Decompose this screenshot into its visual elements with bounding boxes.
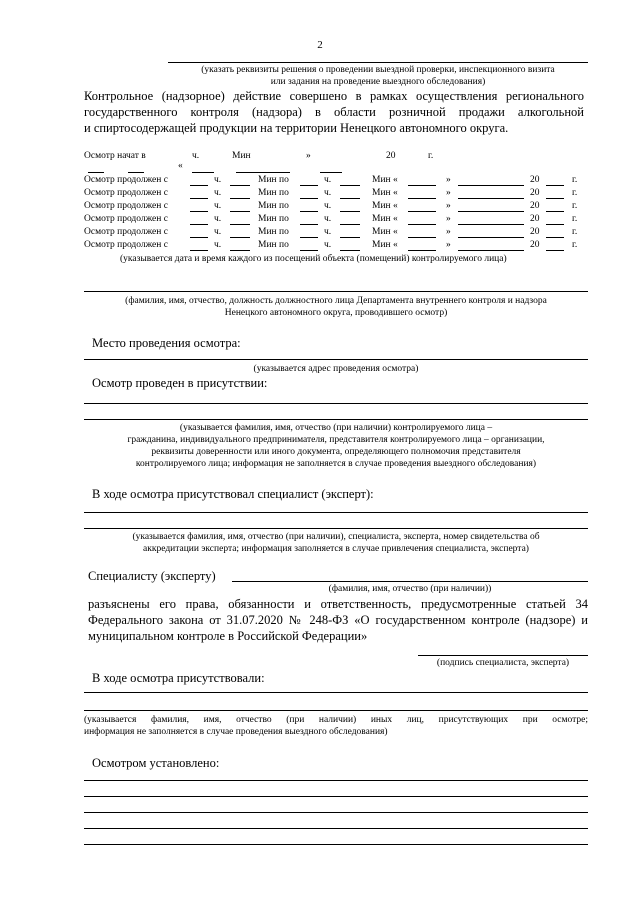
expert-field-line-2[interactable] [84,528,588,529]
year-prefix: 20 [530,175,540,185]
inspection-continued-row [84,226,584,239]
from-hours-unit: ч. [214,214,222,224]
year-unit: г. [572,214,578,224]
expert-caption-1: (указывается фамилия, имя, отчество (при наличии), специалиста, эксперта, номер свидетельства об [132,532,540,542]
decision-caption-2: или задания на проведение выездного обследования) [270,77,486,87]
expert-field-line-1[interactable] [84,512,588,513]
year-unit: г. [572,240,578,250]
start-year-unit: г. [428,151,434,161]
presence-label: Осмотр проведен в присутствии: [92,376,268,390]
to-hours-unit: ч. [324,175,332,185]
expert-label: В ходе осмотра присутствовал специалист (эксперт): [92,487,374,501]
to-hours-unit: ч. [324,214,332,224]
year-prefix: 20 [530,214,540,224]
others-field-line-2[interactable] [84,710,588,711]
to-label: Мин по [258,175,289,185]
continued-label: Осмотр продолжен с [84,188,168,198]
presence-field-line-1[interactable] [84,403,588,404]
to-label: Мин по [258,201,289,211]
year-unit: г. [572,188,578,198]
start-minutes-unit: Мин [232,151,251,161]
year-unit: г. [572,175,578,185]
month-field[interactable] [458,185,524,186]
day-field[interactable] [408,211,436,212]
decision-field-line[interactable] [168,62,588,63]
to-hours-field[interactable] [300,198,318,199]
specialist-text-3: муниципальном контроле в Российской Федерации» [88,629,368,643]
to-hours-unit: ч. [324,227,332,237]
to-hours-field[interactable] [300,185,318,186]
to-label: Мин по [258,188,289,198]
to-label: Мин по [258,240,289,250]
specialist-name-field[interactable] [232,581,588,582]
official-caption-1: (фамилия, имя, отчество, должность должностного лица Департамента внутреннего контроля и надзора [125,296,547,306]
year-field[interactable] [546,185,564,186]
year-unit: г. [572,201,578,211]
specialist-name-caption: (фамилия, имя, отчество (при наличии)) [328,584,492,594]
month-field[interactable] [458,224,524,225]
date-open-label: Мин « [372,214,398,224]
to-minutes-field[interactable] [340,185,360,186]
year-unit: г. [572,227,578,237]
from-hours-field[interactable] [190,211,208,212]
to-minutes-field[interactable] [340,211,360,212]
presence-caption-1: (указывается фамилия, имя, отчество (при наличии) контролируемого лица – [179,423,493,433]
inspection-continued-row [84,187,584,200]
findings-field-line-5[interactable] [84,844,588,845]
day-field[interactable] [408,198,436,199]
from-hours-field[interactable] [190,250,208,251]
specialist-text-1: разъяснены его права, обязанности и ответственность, предусмотренные статьей 34 [88,597,588,611]
start-label: Осмотр начат в [84,151,146,161]
to-hours-unit: ч. [324,240,332,250]
presence-caption-3: реквизиты доверенности или иного документа, определяющего полномочия представителя [151,447,521,457]
intro-line-2: государственного контроля (надзора) в области розничной продажи алкогольной [84,105,584,119]
findings-field-line-2[interactable] [84,796,588,797]
page-number: 2 [317,39,323,51]
date-quote-close: » [446,201,451,211]
official-field-line[interactable] [84,291,588,292]
year-field[interactable] [546,250,564,251]
to-hours-field[interactable] [300,250,318,251]
to-hours-field[interactable] [300,224,318,225]
year-prefix: 20 [530,201,540,211]
specialist-text-2: Федерального закона от 31.07.2020 № 248-ФЗ «О государственном контроле (надзоре) и [88,613,588,627]
from-hours-unit: ч. [214,227,222,237]
continued-label: Осмотр продолжен с [84,201,168,211]
day-field[interactable] [408,250,436,251]
continued-label: Осмотр продолжен с [84,175,168,185]
day-field[interactable] [408,224,436,225]
from-hours-field[interactable] [190,237,208,238]
intro-line-3: и спиртосодержащей продукции на территории Ненецкого автономного округа. [84,121,509,135]
date-quote-close: » [446,227,451,237]
start-month-field[interactable] [236,172,290,173]
inspection-continued-row [84,174,584,187]
continued-label: Осмотр продолжен с [84,240,168,250]
from-hours-unit: ч. [214,201,222,211]
date-quote-close: » [446,175,451,185]
specialist-signature-caption: (подпись специалиста, эксперта) [436,658,570,668]
findings-field-line-3[interactable] [84,812,588,813]
place-field-line[interactable] [84,359,588,360]
date-quote-close: » [446,240,451,250]
year-prefix: 20 [530,240,540,250]
from-hours-unit: ч. [214,188,222,198]
start-quote-open: « [178,161,183,171]
to-hours-field[interactable] [300,211,318,212]
month-field[interactable] [458,237,524,238]
intro-line-1: Контрольное (надзорное) действие совершено в рамках осуществления регионального [84,89,584,103]
findings-field-line-1[interactable] [84,780,588,781]
year-field[interactable] [546,224,564,225]
specialist-signature-field[interactable] [418,655,588,656]
to-minutes-field[interactable] [340,250,360,251]
date-quote-close: » [446,214,451,224]
from-minutes-field[interactable] [230,198,250,199]
year-prefix: 20 [530,227,540,237]
expert-caption-2: аккредитации эксперта; информация заполняется в случае привлечения специалиста, эксперта) [143,544,529,554]
year-prefix: 20 [530,188,540,198]
official-caption-2: Ненецкого автономного округа, проводившего осмотр) [224,308,448,318]
to-minutes-field[interactable] [340,237,360,238]
to-minutes-field[interactable] [340,198,360,199]
start-minutes-field[interactable] [128,172,144,173]
to-label: Мин по [258,214,289,224]
year-field[interactable] [546,198,564,199]
others-caption-2: информация не заполняется в случае проведения выездного обследования) [84,727,388,737]
decision-caption-1: (указать реквизиты решения о проведении выездной проверки, инспекционного визита [201,65,555,75]
start-day-field[interactable] [192,172,214,173]
start-hours-unit: ч. [192,151,200,161]
findings-label: Осмотром установлено: [92,756,220,770]
to-label: Мин по [258,227,289,237]
date-open-label: Мин « [372,188,398,198]
to-hours-unit: ч. [324,188,332,198]
inspection-continued-row [84,239,584,252]
date-open-label: Мин « [372,175,398,185]
visits-caption: (указывается дата и время каждого из посещений объекта (помещений) контролируемого лица) [120,254,507,264]
start-quote-close: » [306,151,311,161]
presence-field-line-2[interactable] [84,419,588,420]
from-minutes-field[interactable] [230,224,250,225]
from-minutes-field[interactable] [230,250,250,251]
to-hours-unit: ч. [324,201,332,211]
others-label: В ходе осмотра присутствовали: [92,671,265,685]
from-minutes-field[interactable] [230,211,250,212]
place-caption: (указывается адрес проведения осмотра) [253,364,419,374]
continued-label: Осмотр продолжен с [84,214,168,224]
from-minutes-field[interactable] [230,237,250,238]
inspection-continued-row [84,213,584,226]
year-field[interactable] [546,211,564,212]
from-hours-unit: ч. [214,240,222,250]
from-hours-field[interactable] [190,185,208,186]
inspection-continued-row [84,200,584,213]
day-field[interactable] [408,185,436,186]
from-hours-field[interactable] [190,224,208,225]
month-field[interactable] [458,250,524,251]
date-open-label: Мин « [372,240,398,250]
presence-caption-4: контролируемого лица; информация не заполняется в случае проведения выездного обследования) [135,459,537,469]
year-field[interactable] [546,237,564,238]
from-hours-field[interactable] [190,198,208,199]
date-quote-close: » [446,188,451,198]
start-year-field[interactable] [320,172,342,173]
specialist-label: Специалисту (эксперту) [88,569,216,583]
continued-label: Осмотр продолжен с [84,227,168,237]
start-year-prefix: 20 [386,151,396,161]
start-hours-field[interactable] [88,172,104,173]
others-caption-1: (указывается фамилия, имя, отчество (при наличии) иных лиц, присутствующих при осмотре; [84,715,588,725]
day-field[interactable] [408,237,436,238]
others-field-line-1[interactable] [84,692,588,693]
to-hours-field[interactable] [300,237,318,238]
place-label: Место проведения осмотра: [92,336,241,350]
findings-field-line-4[interactable] [84,828,588,829]
inspection-start-row [84,150,584,163]
date-open-label: Мин « [372,227,398,237]
date-open-label: Мин « [372,201,398,211]
from-hours-unit: ч. [214,175,222,185]
month-field[interactable] [458,211,524,212]
month-field[interactable] [458,198,524,199]
to-minutes-field[interactable] [340,224,360,225]
from-minutes-field[interactable] [230,185,250,186]
presence-caption-2: гражданина, индивидуального предпринимателя, представителя контролируемого лица – организации, [127,435,545,445]
